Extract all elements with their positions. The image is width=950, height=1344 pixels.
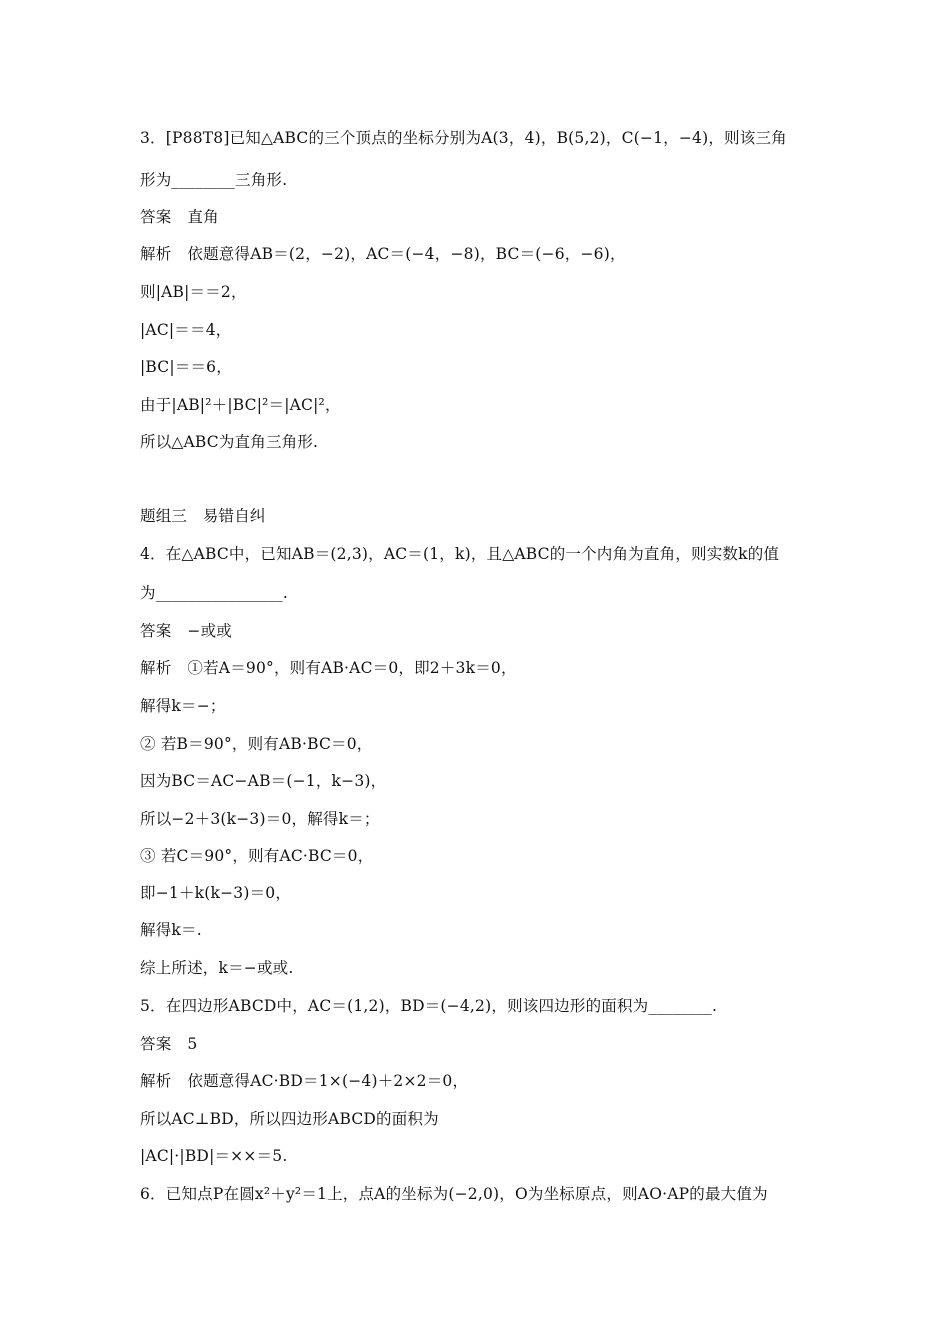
answer-label: 答案	[140, 622, 172, 640]
problem-3-analysis-line-4: |BC|＝＝6，	[140, 358, 232, 376]
problem-4-analysis-line-8: 解得k＝.	[140, 921, 202, 939]
analysis-text: 依题意得AC·BD＝1×(−4)＋2×2＝0，	[187, 1072, 469, 1090]
answer-label: 答案	[140, 208, 172, 226]
problem-3-analysis-line-6: 所以△ABC为直角三角形.	[140, 433, 319, 451]
problem-5-analysis-line-3: |AC|·|BD|＝××＝5.	[140, 1147, 288, 1165]
problem-4-analysis-line-6: ③ 若C＝90°，则有AC·BC＝0，	[140, 847, 374, 865]
answer-value: −或或	[187, 622, 232, 640]
problem-4-analysis-line-7: 即−1＋k(k−3)＝0，	[140, 884, 292, 902]
answer-label: 答案	[140, 1035, 172, 1053]
problem-5-question-line-1: 5．在四边形ABCD中，AC＝(1,2)，BD＝(−4,2)，则该四边形的面积为________.	[140, 997, 718, 1015]
problem-4-analysis-line-5: 所以−2＋3(k−3)＝0，解得k＝；	[140, 810, 380, 828]
problem-4-question-line-1: 4．在△ABC中，已知AB＝(2,3)，AC＝(1，k)，且△ABC的一个内角为直角，则实数k的值	[140, 545, 780, 563]
problem-4-analysis-line-4: 因为BC＝AC−AB＝(−1，k−3)，	[140, 772, 387, 790]
problem-6-question-line-1: 6．已知点P在圆x²＋y²＝1上，点A的坐标为(−2,0)，O为坐标原点，则AO·AP的最大值为	[140, 1185, 768, 1203]
problem-5-analysis-line-2: 所以AC⊥BD，所以四边形ABCD的面积为	[140, 1110, 439, 1128]
answer-value: 5	[187, 1035, 198, 1053]
problem-3-analysis-line-3: |AC|＝＝4，	[140, 321, 232, 339]
problem-4-analysis-line-9: 综上所述，k＝−或或.	[140, 959, 294, 977]
problem-3-analysis-line-5: 由于|AB|²＋|BC|²＝|AC|²，	[140, 396, 341, 414]
problem-5-analysis-line-1	[140, 1071, 816, 1091]
analysis-label: 解析	[140, 659, 172, 677]
problem-4-analysis-line-3: ② 若B＝90°，则有AB·BC＝0，	[140, 735, 373, 753]
problem-3-analysis-line-1	[140, 244, 816, 264]
analysis-text: ①若A＝90°，则有AB·AC＝0，即2＋3k＝0，	[187, 659, 517, 677]
problem-3-question-line-1: 3．[P88T8]已知△ABC的三个顶点的坐标分别为A(3，4)，B(5,2)，C(−1，−4)，则该三角	[140, 129, 787, 147]
analysis-label: 解析	[140, 1072, 172, 1090]
problem-4-analysis-line-1	[140, 658, 816, 678]
problem-3-question-line-2: 形为________三角形.	[140, 171, 288, 189]
analysis-text: 依题意得AB＝(2，−2)，AC＝(−4，−8)，BC＝(−6，−6)，	[187, 245, 626, 263]
section-title: 题组三 易错自纠	[140, 507, 266, 525]
problem-3-answer	[140, 207, 816, 227]
analysis-label: 解析	[140, 245, 172, 263]
problem-4-analysis-line-2: 解得k＝−；	[140, 697, 226, 715]
problem-4-question-line-2: 为________________.	[140, 584, 289, 602]
problem-5-answer	[140, 1034, 816, 1054]
problem-4-answer	[140, 621, 816, 641]
problem-3-analysis-line-2: 则|AB|＝＝2，	[140, 283, 247, 301]
answer-value: 直角	[187, 208, 219, 226]
